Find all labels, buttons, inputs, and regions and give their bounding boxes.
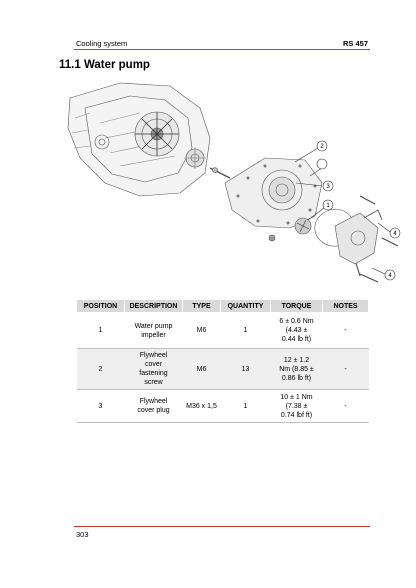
torque-line: (7.38 ± (285, 402, 308, 410)
cell-position: 3 (77, 390, 125, 423)
header-divider (74, 49, 370, 50)
cell-quantity: 1 (221, 390, 271, 423)
water-pump-exploded-diagram (60, 78, 410, 293)
column-header-quantity: QUANTITY (221, 300, 271, 313)
column-header-notes: NOTES (323, 300, 369, 313)
torque-line: 0.44 lb ft) (281, 336, 312, 343)
torque-line: (4.43 ± (285, 327, 308, 334)
cell-quantity: 1 (221, 313, 271, 349)
torque-line: 0.86 lb ft) (281, 374, 312, 382)
footer-divider (74, 526, 370, 527)
header-model: RS 457 (342, 39, 368, 48)
cell-torque (271, 349, 323, 390)
header-section-title: Cooling system (76, 39, 128, 48)
table-header-row (77, 300, 369, 313)
svg-text:4: 4 (388, 273, 392, 279)
svg-text:2: 2 (320, 144, 324, 150)
svg-text:4: 4 (393, 231, 397, 237)
table-row (77, 313, 369, 349)
cell-description (125, 313, 183, 349)
cell-notes: - (323, 313, 369, 349)
description-line: screw (144, 379, 163, 386)
description-line: fastening (139, 370, 168, 377)
description-line: Flywheel (139, 398, 168, 405)
torque-line: 10 ± 1 Nm (280, 393, 313, 401)
svg-text:1: 1 (326, 203, 330, 209)
column-header-position: POSITION (77, 300, 125, 313)
cell-torque (271, 390, 323, 423)
cell-torque (271, 313, 323, 349)
column-header-description: DESCRIPTION (125, 300, 183, 313)
svg-text:3: 3 (326, 184, 330, 190)
page-title: 11.1 Water pump (59, 59, 150, 71)
description-line: cover (144, 361, 163, 368)
torque-line: Nm (8.85 ± (279, 365, 314, 373)
description-line: impeller (141, 331, 166, 339)
cell-notes: - (323, 390, 369, 423)
water-pump-spec-table (76, 299, 369, 423)
cell-quantity: 13 (221, 349, 271, 390)
column-header-type: TYPE (183, 300, 221, 313)
cell-position: 2 (77, 349, 125, 390)
table-row (77, 390, 369, 423)
table-row (77, 349, 369, 390)
cell-type: M6 (183, 349, 221, 390)
page-number: 303 (76, 530, 89, 539)
description-line: Flywheel (139, 352, 168, 359)
torque-line: 6 ± 0.6 Nm (279, 318, 314, 325)
cell-position: 1 (77, 313, 125, 349)
cell-description (125, 390, 183, 423)
cell-notes: - (323, 349, 369, 390)
cell-type: M6 (183, 313, 221, 349)
cell-description (125, 349, 183, 390)
cell-type: M36 x 1,5 (183, 390, 221, 423)
description-line: Water pump (134, 322, 173, 330)
column-header-torque: TORQUE (271, 300, 323, 313)
torque-line: 12 ± 1.2 (283, 356, 310, 364)
torque-line: 0.74 lbf ft) (280, 411, 313, 419)
description-line: cover plug (137, 407, 170, 414)
